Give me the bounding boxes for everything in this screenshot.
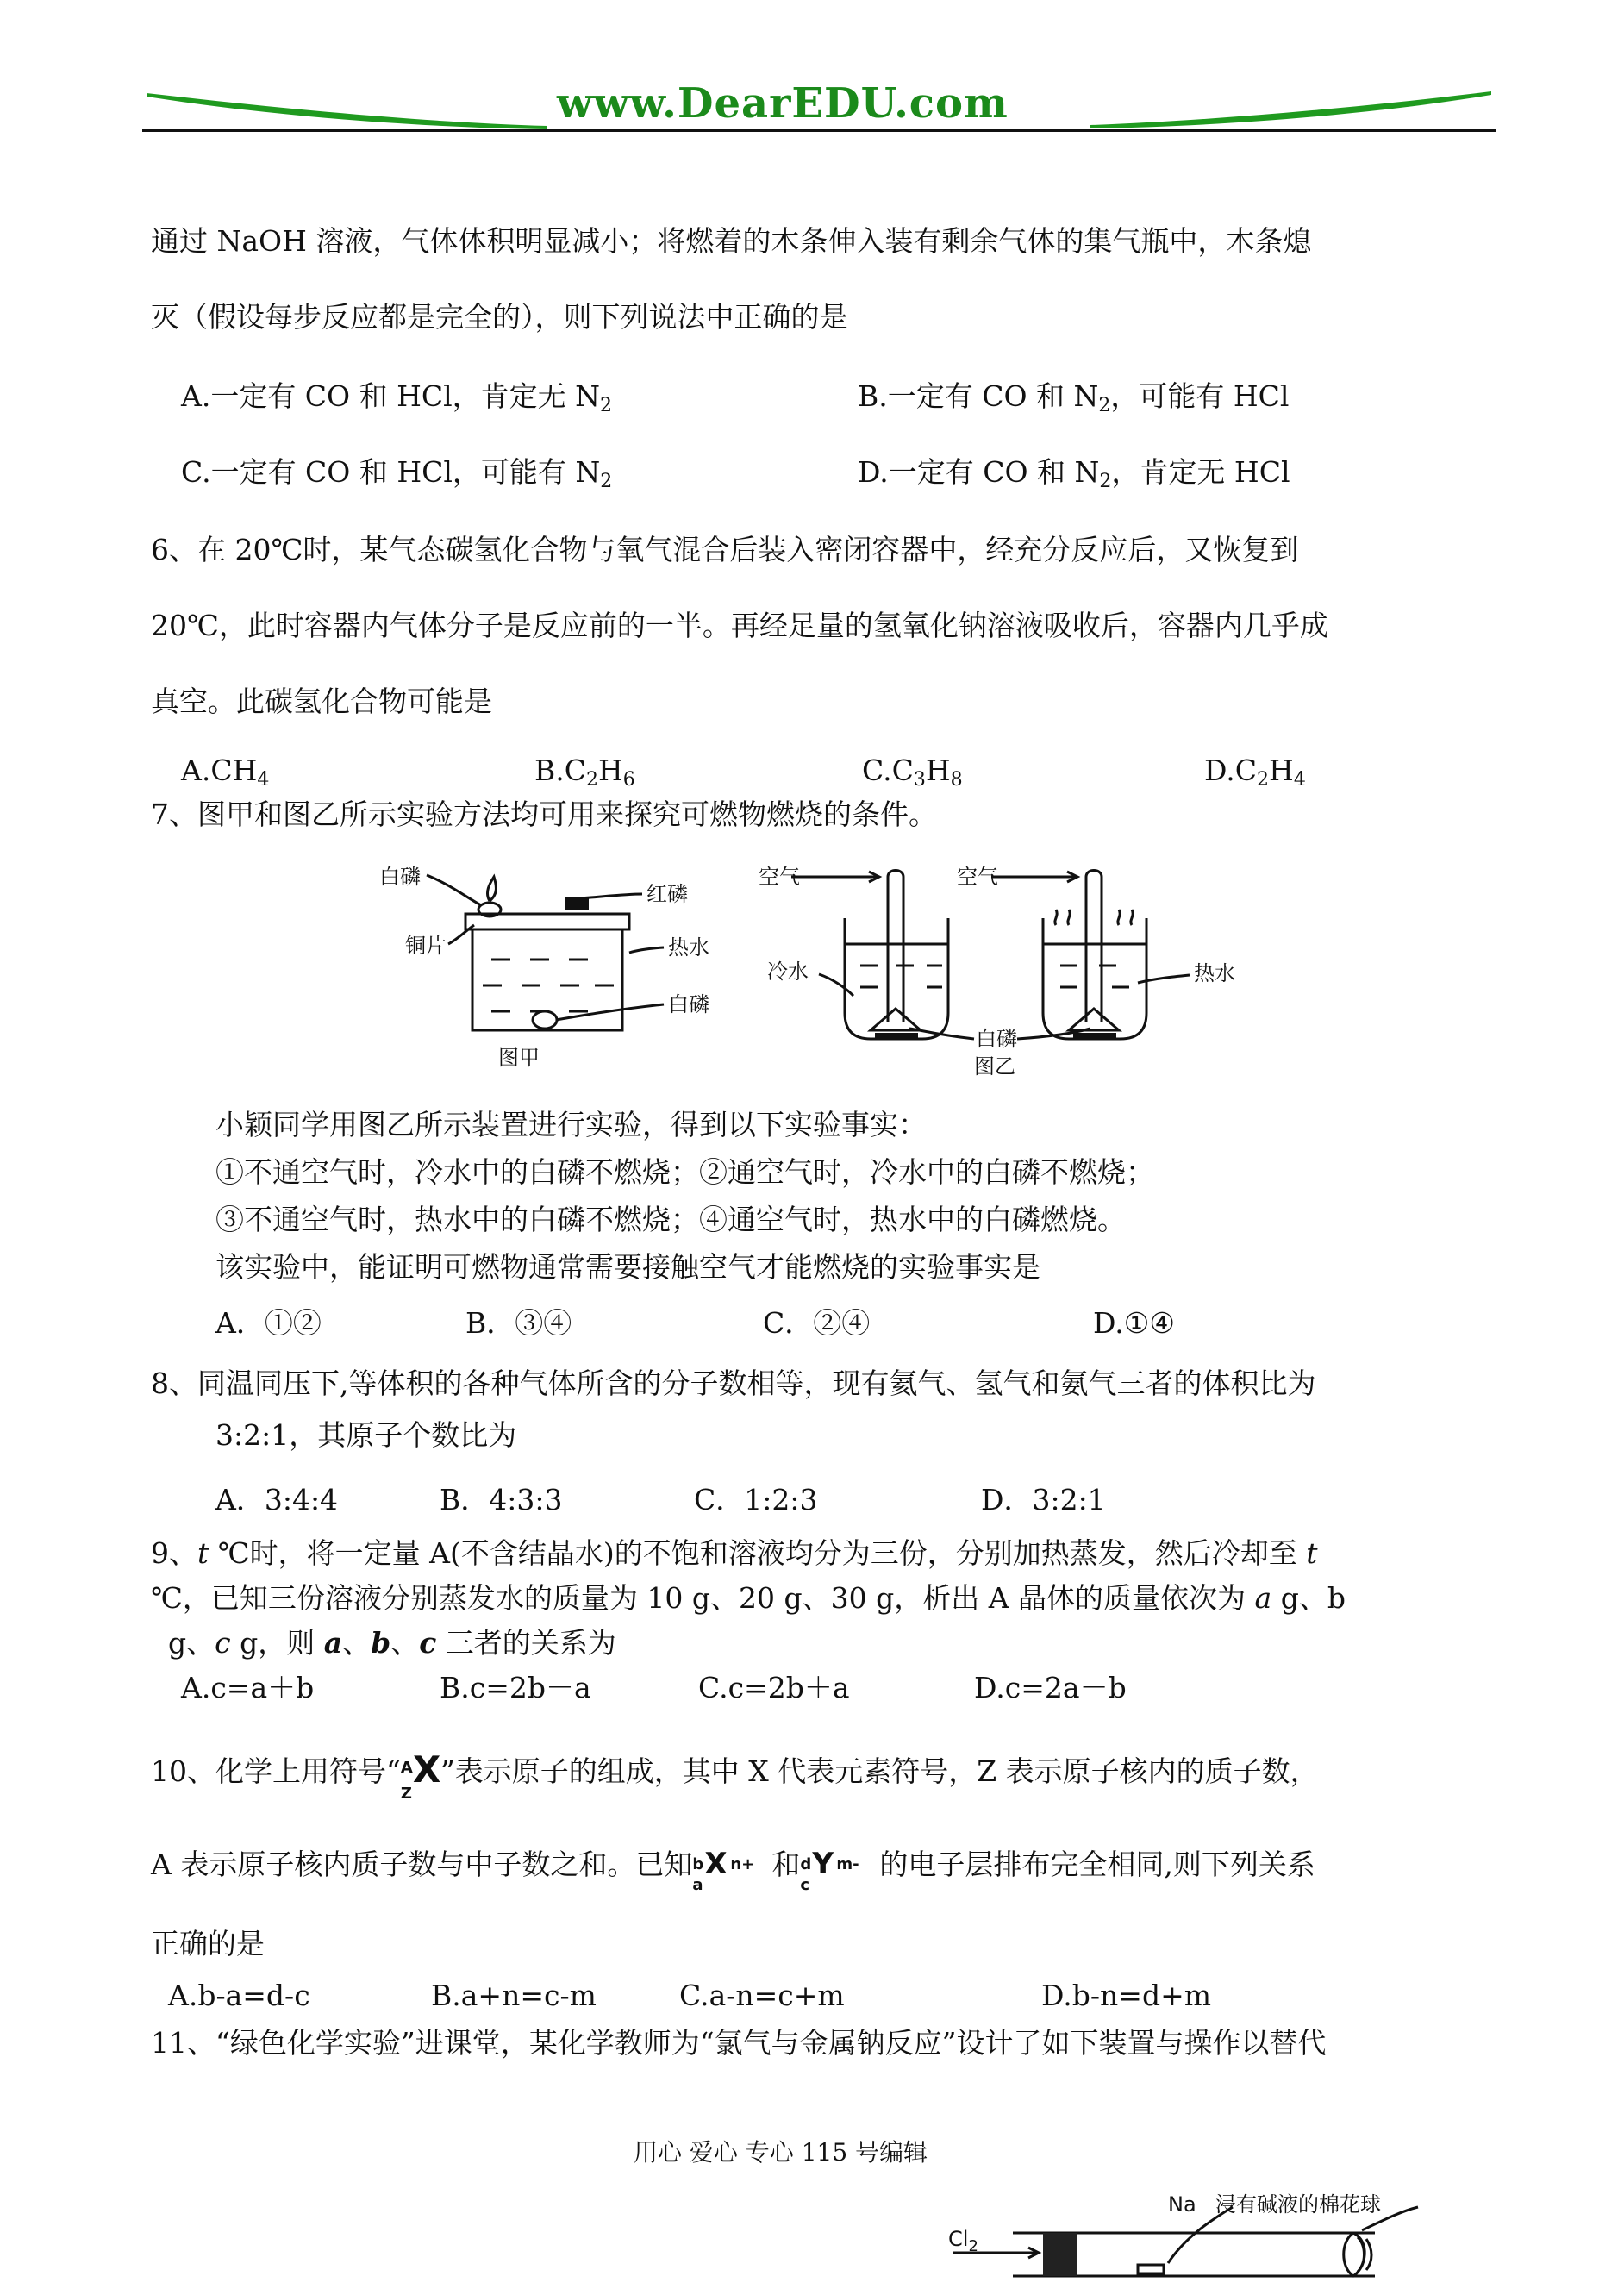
q7-line-1: 小颖同学用图乙所示装置进行实验，得到以下实验事实：	[215, 1108, 927, 1141]
fig-jia-label-copper: 铜片	[405, 934, 447, 958]
q6-option-b: $B.C_2H_6$	[534, 754, 635, 791]
q6-line-1: 6、在 20℃时，某气态碳氢化合物与氧气混合后装入密闭容器中，经充分反应后，又恢复到	[151, 533, 1299, 566]
q10-option-b: B.a+n=c-m	[431, 1979, 597, 2012]
q5-line-2: 灭（假设每步反应都是完全的），则下列说法中正确的是	[151, 300, 848, 334]
fig-yi-label-air-right: 空气	[957, 865, 998, 889]
q9-line-3: g、c g，则 a、b、c 三者的关系为	[168, 1626, 616, 1660]
q6-option-c: $C.C_3H_8$	[862, 754, 963, 791]
q10-line-2: A 表示原子核内质子数与中子数之和。已知 b a X n+ 和 d c Y m- 的电子层排布完全相同,则下列关系	[151, 1847, 1315, 1894]
q8-line-2: 3:2:1，其原子个数比为	[215, 1418, 517, 1452]
q7-line-2: ①不通空气时，冷水中的白磷不燃烧；②通空气时，冷水中的白磷不燃烧；	[215, 1155, 1154, 1189]
q9-line-1: 9、t ℃时，将一定量 A(不含结晶水)的不饱和溶液均分为三份，分别加热蒸发，然后冷却至 t	[151, 1536, 1318, 1570]
fig-jia-label-white-phosphorus-top: 白磷	[379, 865, 421, 889]
q7-option-b: B．③④	[465, 1306, 572, 1340]
fig-yi-label-cold-water: 冷水	[767, 960, 809, 984]
q9-option-d: D.c=2a－b	[974, 1671, 1127, 1704]
q10-option-d: D.b-n=d+m	[1041, 1979, 1212, 2012]
fig-yi-caption: 图乙	[974, 1054, 1015, 1079]
nuclide-symbol-bax: b a X n+	[692, 1847, 755, 1894]
q6-line-3: 真空。此碳氢化合物可能是	[151, 685, 492, 718]
nuclide-symbol-dcy: d c Y m-	[800, 1847, 859, 1894]
q7-stem: 7、图甲和图乙所示实验方法均可用来探究可燃物燃烧的条件。	[151, 797, 937, 831]
figure-yi	[759, 858, 1259, 1086]
fig-yi-label-hot-water: 热水	[1194, 961, 1235, 985]
page-footer: 用心 爱心 专心 115 号编辑	[634, 2138, 928, 2167]
q6-line-2: 20℃，此时容器内气体分子是反应前的一半。再经足量的氢氧化钠溶液吸收后，容器内几乎成	[151, 609, 1328, 642]
fig-jia-label-white-phosphorus-bottom: 白磷	[668, 992, 709, 1016]
q7-line-3: ③不通空气时，热水中的白磷不燃烧；④通空气时，热水中的白磷燃烧。	[215, 1203, 1126, 1236]
fig-jia-label-red-phosphorus: 红磷	[646, 882, 688, 906]
q7-option-c: C．②④	[763, 1306, 871, 1340]
fig-bottom-label-na: Na	[1168, 2192, 1196, 2217]
q8-option-c: C．1:2:3	[694, 1483, 818, 1516]
q10-option-a: A.b-a=d-c	[168, 1979, 310, 2012]
q6-option-a: $A.CH_4$	[181, 754, 270, 791]
q5-option-c: C.一定有 CO 和 HCl，可能有 $N_2$	[181, 455, 613, 492]
q7-option-d: D.①④	[1093, 1306, 1175, 1340]
fig-bottom-label-gas: $Cl_2$	[948, 2227, 978, 2255]
q10-option-c: C.a-n=c+m	[679, 1979, 845, 2012]
figure-jia	[379, 858, 724, 1082]
q9-option-a: A.c=a＋b	[181, 1671, 315, 1704]
fig-yi-label-air-left: 空气	[759, 865, 800, 889]
q5-option-d: D.一定有 CO 和 $N_2$，肯定无 HCl	[858, 455, 1290, 492]
fig-jia-label-hot-water: 热水	[668, 935, 709, 960]
site-logo-text: www.DearEDU.com	[557, 79, 1009, 128]
q5-option-a: A.一定有 CO 和 HCl，肯定无 $N_2$	[181, 379, 613, 416]
header-rule	[142, 129, 1496, 132]
q7-line-4: 该实验中，能证明可燃物通常需要接触空气才能燃烧的实验事实是	[215, 1250, 1040, 1284]
q10-line-3: 正确的是	[151, 1927, 265, 1960]
q9-line-2: ℃，已知三份溶液分别蒸发水的质量为 10 g、20 g、30 g，析出 A 晶体的质量依次为 a g、b	[151, 1581, 1346, 1615]
fig-bottom-label-cotton: 浸有碱液的棉花球	[1215, 2192, 1381, 2217]
q8-option-d: D．3:2:1	[981, 1483, 1106, 1516]
q5-line-1: 通过 NaOH 溶液，气体体积明显减小；将燃着的木条伸入装有剩余气体的集气瓶中，木条熄	[151, 224, 1312, 258]
q8-option-a: A．3:4:4	[215, 1483, 339, 1516]
fig-yi-label-white-phosphorus: 白磷	[976, 1027, 1017, 1051]
figure-cl2-apparatus	[935, 2186, 1487, 2293]
fig-jia-caption: 图甲	[498, 1046, 540, 1070]
q6-option-d: $D.C_2H_4$	[1204, 754, 1306, 791]
nuclide-symbol-azx: A Z X	[400, 1748, 441, 1803]
q8-option-b: B．4:3:3	[440, 1483, 563, 1516]
q10-line-1: 10、化学上用符号“ A Z X ”表示原子的组成，其中 X 代表元素符号，Z 表示原子核内的质子数，	[151, 1748, 1319, 1803]
q11-line-1: 11、“绿色化学实验”进课堂，某化学教师为“氯气与金属钠反应”设计了如下装置与操作以替代	[151, 2026, 1327, 2060]
q9-option-c: C.c=2b＋a	[698, 1671, 850, 1704]
q5-option-b: B.一定有 CO 和 $N_2$，可能有 HCl	[858, 379, 1290, 416]
q8-line-1: 8、同温同压下,等体积的各种气体所含的分子数相等，现有氦气、氢气和氨气三者的体积比为	[151, 1366, 1316, 1400]
q9-option-b: B.c=2b－a	[440, 1671, 591, 1704]
q7-option-a: A．①②	[215, 1306, 322, 1340]
